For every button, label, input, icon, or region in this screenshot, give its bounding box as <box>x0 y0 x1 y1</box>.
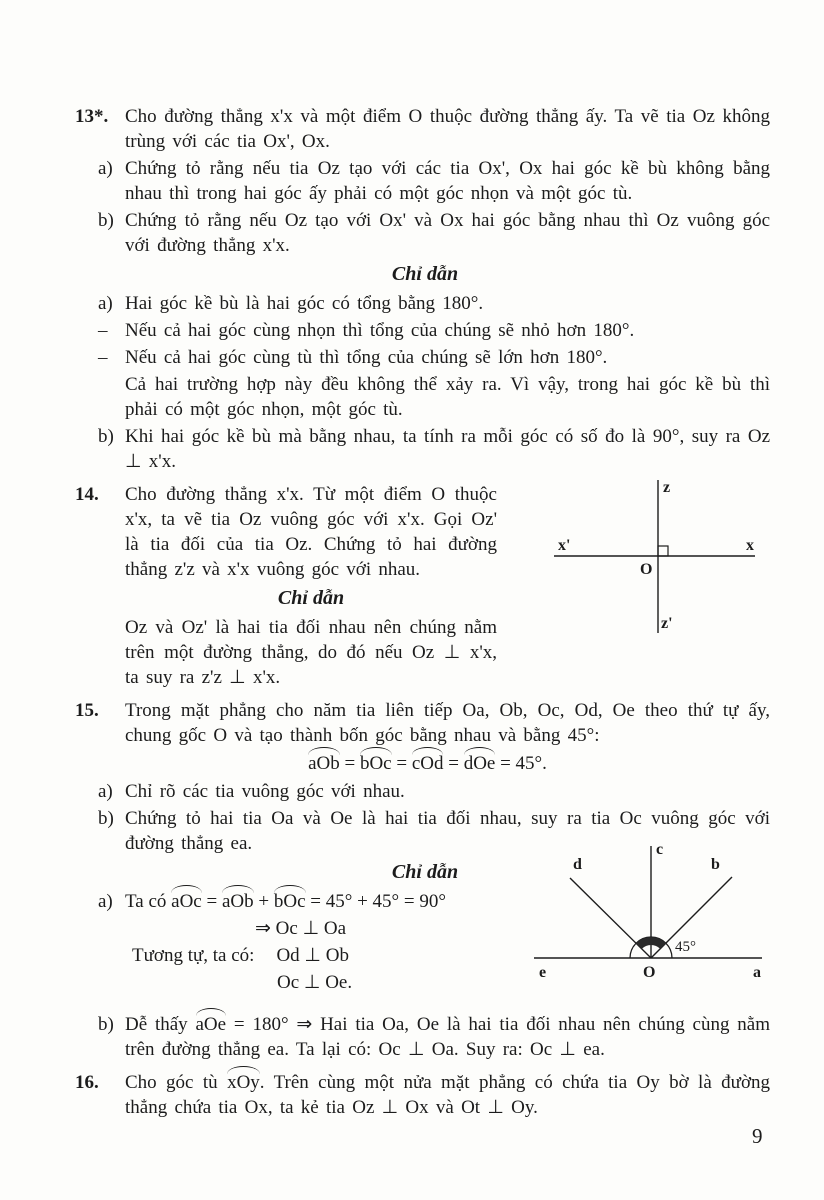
problem-14 <box>75 479 770 690</box>
label-z: z <box>663 479 671 496</box>
right-angle-mark <box>658 546 668 556</box>
dash-1-text: Nếu cả hai góc cùng nhọn thì tổng của chúng sẽ nhỏ hơn 180°. <box>125 320 635 341</box>
label-z-prime: z' <box>661 615 673 632</box>
guide-13-conclusion: Cả hai trường hợp này đều không thể xảy ra. Vì vậy, trong hai góc kề bù thì phải có một góc nhọn, một góc tù. <box>125 374 770 420</box>
guide-heading: Chỉ dẫn <box>391 263 459 285</box>
similarly-label: Tương tự, ta có: <box>132 945 255 966</box>
problem-15 <box>75 698 770 1062</box>
od-perp-ob: Od ⊥ Ob <box>276 945 349 966</box>
oc-perp-oe: Oc ⊥ Oe. <box>277 972 353 993</box>
guide-b-marker: b) <box>98 426 114 447</box>
problem-16-text <box>125 1070 770 1120</box>
tail-text: = 180° ⇒ Hai tia Oa, Oe là hai tia đối nhau nên chúng cùng nằm trên đường thẳng ea. Ta lại có: Oc ⊥ Oa. Suy ra: Oc ⊥ ea. <box>125 1014 770 1060</box>
guide-a-marker: a) <box>98 293 113 314</box>
problem-13-number: 13*. <box>75 106 109 127</box>
dash-marker: – <box>98 320 108 341</box>
equals: = <box>391 753 412 774</box>
guide-b-marker: b) <box>98 1014 114 1035</box>
problem-13 <box>75 104 770 474</box>
angle-cOd: cOd <box>411 753 444 774</box>
label-b: b <box>711 856 720 873</box>
problem-13-intro: Cho đường thẳng x'x và một điểm O thuộc đường thẳng ấy. Ta vẽ tia Oz không trùng với các tia Ox', Ox. <box>125 106 770 152</box>
lead-text: Dễ thấy <box>125 1014 196 1035</box>
lead-text: Cho góc tù <box>125 1072 228 1093</box>
equals: = <box>201 891 222 912</box>
equals: = <box>443 753 464 774</box>
label-x: x <box>746 537 754 554</box>
item-a-marker: a) <box>98 781 113 802</box>
problem-14-number: 14. <box>75 484 99 505</box>
item-a-text: Chỉ rõ các tia vuông góc với nhau. <box>125 781 405 802</box>
problem-16 <box>75 1070 770 1120</box>
angle-aOb: aOb <box>308 753 340 774</box>
page-content <box>75 104 770 1120</box>
problem-15-intro: Trong mặt phẳng cho năm tia liên tiếp Oa, Ob, Oc, Od, Oe theo thứ tự ấy, chung gốc O và tạo thành bốn góc bằng nhau và bằng 45°: <box>125 700 770 746</box>
label-x-prime: x' <box>558 537 571 554</box>
equation-tail: = 45°. <box>495 753 547 774</box>
guide-a-marker: a) <box>98 891 113 912</box>
label-45-degrees: 45° <box>675 939 696 955</box>
angle-xOy: xOy <box>227 1072 260 1093</box>
perpendicular-axes-diagram <box>540 476 770 638</box>
problem-15-number: 15. <box>75 700 99 721</box>
label-o: O <box>640 561 653 578</box>
guide-13-dash-2 <box>98 345 770 370</box>
angle-bOc: bOc <box>273 891 306 912</box>
guide-15-section <box>98 841 770 1010</box>
item-a-text: Chứng tỏ rằng nếu tia Oz tạo với các tia Ox', Ox hai góc kề bù không bằng nhau thì trong hai góc ấy phải có một góc nhọn và một góc tù. <box>125 158 770 204</box>
problem-13-item-a <box>98 156 770 206</box>
angle-bOc: bOc <box>359 753 392 774</box>
item-b-marker: b) <box>98 210 114 231</box>
five-rays-diagram <box>528 838 768 986</box>
guide-13-item-b <box>98 424 770 474</box>
plus: + <box>253 891 274 912</box>
item-b-marker: b) <box>98 808 114 829</box>
problem-15-item-a <box>98 779 770 804</box>
problem-14-body <box>125 482 497 690</box>
item-a-marker: a) <box>98 158 113 179</box>
equals: = <box>339 753 360 774</box>
angle-aOc: aOc <box>171 891 202 912</box>
dash-2-text: Nếu cả hai góc cùng tù thì tổng của chúng sẽ lớn hơn 180°. <box>125 347 608 368</box>
guide-a-text: Hai góc kề bù là hai góc có tổng bằng 180°. <box>125 293 484 314</box>
problem-14-text: Cho đường thẳng x'x. Từ một điểm O thuộc x'x, ta vẽ tia Oz vuông góc với x'x. Gọi Oz' là tia đối của tia Oz. Chứng tỏ hai đường thẳng z'z và x'x vuông góc với nhau. <box>125 484 497 580</box>
angle-aOb: aOb <box>221 891 254 912</box>
guide-b-text: Khi hai góc kề bù mà bằng nhau, ta tính ra mỗi góc có số đo là 90°, suy ra Oz ⊥ x'x. <box>125 426 770 472</box>
lead-text: Ta có <box>125 891 172 912</box>
guide-14-text: Oz và Oz' là hai tia đối nhau nên chúng nằm trên một đường thẳng, do đó nếu Oz ⊥ x'x, ta suy ra z'z ⊥ x'x. <box>125 617 497 688</box>
page-number: 9 <box>752 1124 763 1148</box>
problem-16-number: 16. <box>75 1072 99 1093</box>
tail-text: . Trên cùng một nửa mặt phẳng có chứa tia Oy bờ là đường thẳng chứa tia Ox, ta kẻ tia Oz ⊥ Ox và Ot ⊥ Oy. <box>125 1072 771 1118</box>
guide-13-dash-1 <box>98 318 770 343</box>
dash-marker: – <box>98 347 108 368</box>
problem-14-wrap <box>125 479 770 690</box>
item-b-text: Chứng tỏ hai tia Oa và Oe là hai tia đối nhau, suy ra tia Oc vuông góc với đường thẳng ea. <box>125 808 770 854</box>
label-d: d <box>573 856 582 873</box>
guide-b-text <box>125 1012 770 1062</box>
ray-od <box>570 878 651 958</box>
angle-equation <box>125 751 730 776</box>
label-o: O <box>643 964 656 981</box>
label-a: a <box>753 964 761 981</box>
implication-oc-perp-oa: ⇒ Oc ⊥ Oa <box>255 918 347 939</box>
label-e: e <box>539 964 547 981</box>
guide-15-item-b <box>98 1012 770 1062</box>
problem-13-item-b <box>98 208 770 258</box>
item-b-text: Chứng tỏ rằng nếu Oz tạo với Ox' và Ox hai góc bằng nhau thì Oz vuông góc với đường thẳng x'x. <box>125 210 770 256</box>
equation-tail: = 45° + 45° = 90° <box>305 891 446 912</box>
guide-heading: Chỉ dẫn <box>277 587 345 609</box>
label-c: c <box>656 841 664 858</box>
angle-aOe: aOe <box>195 1014 227 1035</box>
angle-dOe: dOe <box>463 753 496 774</box>
guide-heading: Chỉ dẫn <box>391 861 459 883</box>
guide-13-item-a <box>98 291 770 316</box>
